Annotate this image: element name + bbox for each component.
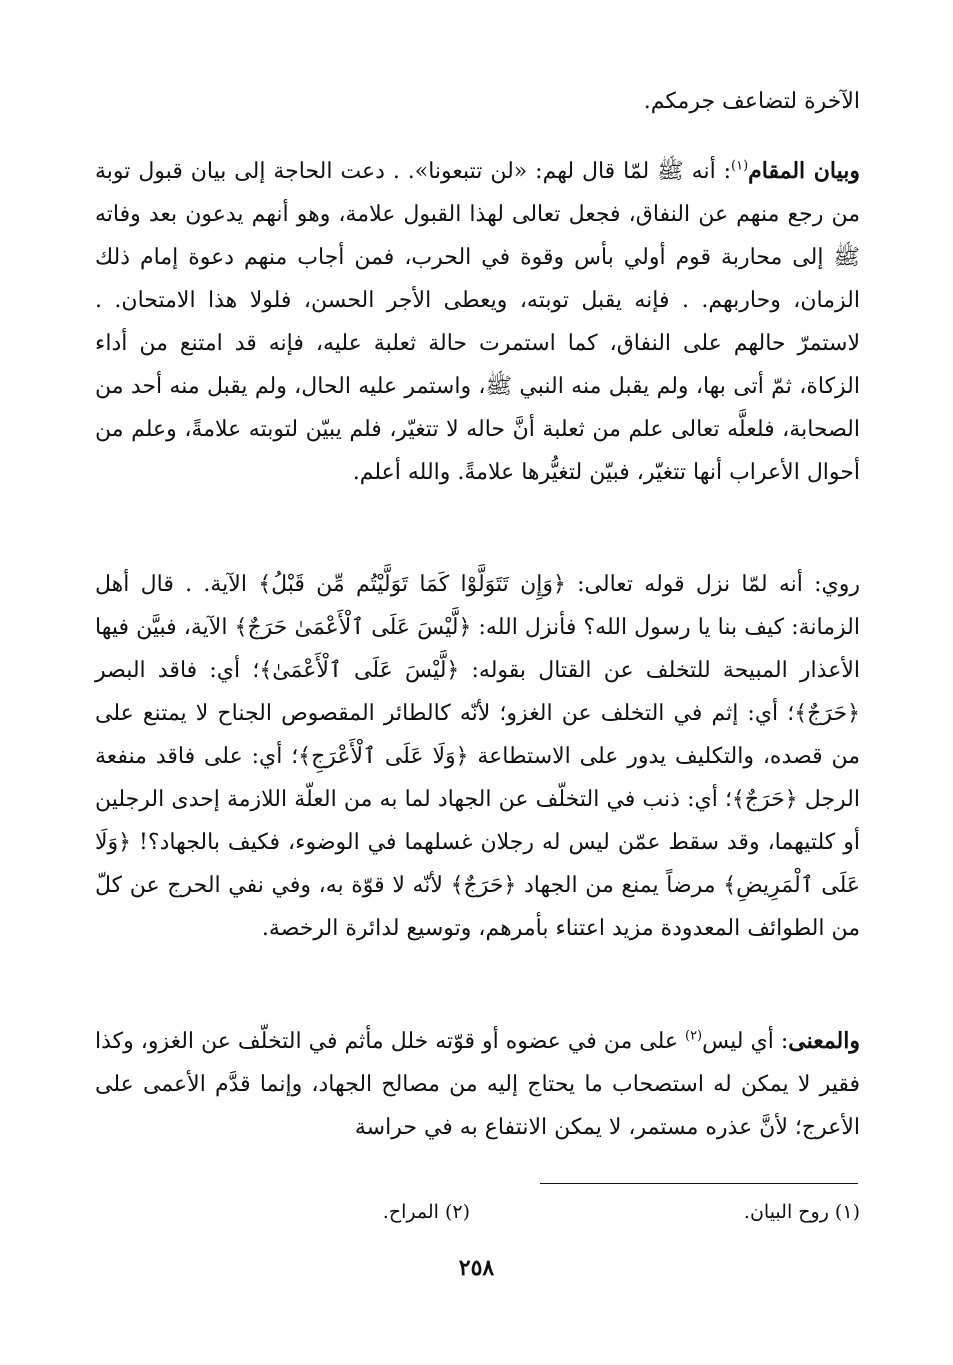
paragraph-text: على من في عضوه أو قوّته خلل مأثم في التخلّف عن الغزو، وكذا فقير لا يمكن له استصحاب ما يحتاج إليه من مصالح الجهاد، وإنما قدَّم الأعمى على الأعرج؛ لأنَّ عذره مستمر، لا يمكن الانتفاع به في حراسة: [95, 1029, 860, 1140]
paragraph-lead: وبيان المقام: [748, 158, 860, 184]
footnote-ref-2: (٢): [684, 1028, 703, 1044]
paragraph-lead: والمعنى: [788, 1028, 860, 1054]
paragraph-meaning: [95, 1020, 860, 1149]
page-number: ٢٥٨: [458, 1255, 495, 1281]
footnote-1: (١) روح البيان.: [743, 1201, 860, 1223]
paragraph-text: : أي ليس: [702, 1029, 789, 1054]
footnote-ref-1: (١): [731, 158, 749, 174]
paragraph-context: [95, 150, 860, 494]
footnote-divider: [540, 1183, 858, 1184]
paragraph-narration: روي: أنه لمّا نزل قوله تعالى: ﴿وَإِن تَتَوَلَّوْا كَمَا تَوَلَّيْتُم مِّن قَبْلُ﴾ الآية. . قال أهل الزمانة: كيف بنا يا رسول الله؟ فأنزل الله: ﴿لَّيْسَ عَلَى ٱلْأَعْمَىٰ حَرَجٌ﴾ الآية، فبيَّن فيها الأعذار المبيحة للتخلف عن القتال بقوله: ﴿لَّيْسَ عَلَى ٱلْأَعْمَىٰ﴾؛ أي: فاقد البصر ﴿حَرَجٌ﴾؛ أي: إثم في التخلف عن الغزو؛ لأنّه كالطائر المقصوص الجناح لا يمتنع على من قصده، والتكليف يدور على الاستطاعة ﴿وَلَا عَلَى ٱلْأَعْرَجِ﴾؛ أي: على فاقد منفعة الرجل ﴿حَرَجٌ﴾؛ أي: ذنب في التخلّف عن الجهاد لما به من العلّة اللازمة إحدى الرجلين أو كلتيهما، وقد سقط عمّن ليس له رجلان غسلهما في الوضوء، فكيف بالجهاد؟! ﴿وَلَا عَلَى ٱلْمَرِيضِ﴾ مرضاً يمنع من الجهاد ﴿حَرَجٌ﴾ لأنّه لا قوّة به، وفي نفي الحرج عن كلّ من الطوائف المعدودة مزيد اعتناء بأمرهم، وتوسيع لدائرة الرخصة.: [95, 572, 860, 941]
footnote-2: (٢) المراح.: [382, 1201, 470, 1223]
paragraph-text: : أنه ﷺ لمّا قال لهم: «لن تتبعونا». . دعت الحاجة إلى بيان قبول توبة من رجع منهم عن النفاق، فجعل تعالى لهذا القبول علامة، وهو أنهم يدعون بعد وفاته ﷺ إلى محاربة قوم أولي بأس وقوة في الحرب، فمن أجاب منهم دعوة إمام ذلك الزمان، وحاربهم. . فإنه يقبل توبته، ويعطى الأجر الحسن، فلولا هذا الامتحان. . لاستمرّ حالهم على النفاق، كما استمرت حالة ثعلبة عليه، فإنه قد امتنع من أداء الزكاة، ثمّ أتى بها، ولم يقبل منه النبي ﷺ، واستمر عليه الحال، ولم يقبل منه أحد من الصحابة، فلعلَّه تعالى علم من ثعلبة أنَّ حاله لا تتغيّر، فلم يبيّن لتوبته علامةً، وعلم من أحوال الأعراب أنها تتغيّر، فبيّن لتغيُّرها علامةً. والله أعلم.: [95, 159, 860, 485]
continuation-line: الآخرة لتضاعف جرمكم.: [643, 89, 860, 114]
